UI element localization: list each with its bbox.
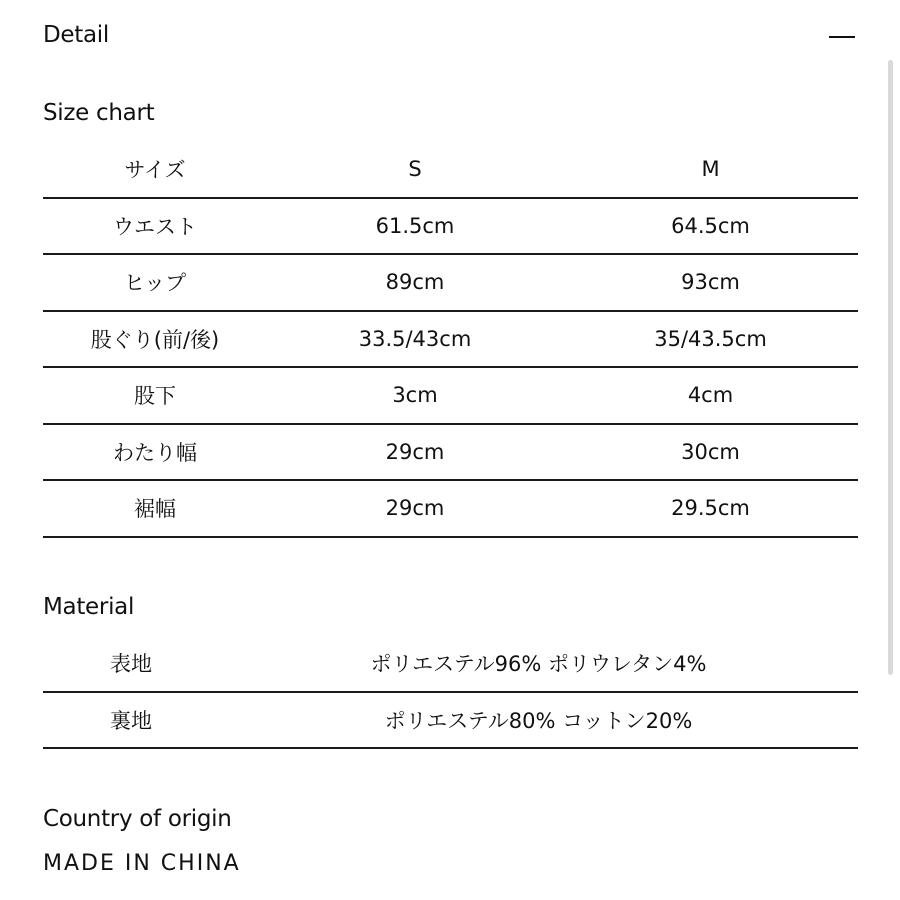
material-value: ポリエステル80% コットン20%: [384, 708, 693, 733]
table-row: [43, 312, 858, 369]
material-label: 裏地: [110, 708, 152, 733]
row-label: 股下: [134, 384, 176, 409]
table-row: [43, 636, 858, 693]
table-row: [43, 199, 858, 256]
material-title: Material: [43, 594, 135, 620]
cell-s: 61.5cm: [375, 213, 455, 238]
cell-s: 3cm: [392, 383, 438, 408]
column-header-s: S: [408, 157, 422, 182]
cell-m: 64.5cm: [671, 213, 750, 238]
cell-s: 29cm: [385, 496, 445, 521]
column-header-size: サイズ: [124, 158, 186, 183]
table-row: [43, 255, 858, 312]
cell-s: 89cm: [385, 270, 445, 295]
row-label: 股ぐり(前/後): [90, 327, 220, 352]
size-chart-title: Size chart: [43, 100, 155, 126]
cell-s: 29cm: [385, 439, 445, 464]
row-label: ヒップ: [123, 271, 187, 296]
table-row: [43, 425, 858, 482]
size-chart-table: [43, 142, 858, 538]
material-value: ポリエステル96% ポリウレタン4%: [370, 652, 707, 677]
table-row: [43, 368, 858, 425]
row-label: わたり幅: [113, 440, 197, 465]
detail-title: Detail: [43, 22, 109, 48]
table-row: [43, 693, 858, 750]
minus-icon[interactable]: [829, 36, 855, 38]
size-chart-header-row: [43, 142, 858, 199]
material-label: 表地: [110, 652, 152, 677]
cell-m: 29.5cm: [671, 496, 750, 521]
cell-m: 93cm: [681, 270, 740, 295]
row-label: ウエスト: [113, 214, 197, 239]
origin-title: Country of origin: [43, 806, 232, 832]
row-label: 裾幅: [134, 497, 176, 522]
origin-value: MADE IN CHINA: [43, 851, 241, 876]
scrollbar[interactable]: [888, 60, 893, 675]
material-table: [43, 636, 858, 749]
cell-s: 33.5/43cm: [358, 326, 472, 351]
table-row: [43, 481, 858, 538]
cell-m: 4cm: [687, 383, 734, 408]
cell-m: 30cm: [681, 439, 740, 464]
column-header-m: M: [701, 157, 720, 182]
cell-m: 35/43.5cm: [654, 326, 767, 351]
